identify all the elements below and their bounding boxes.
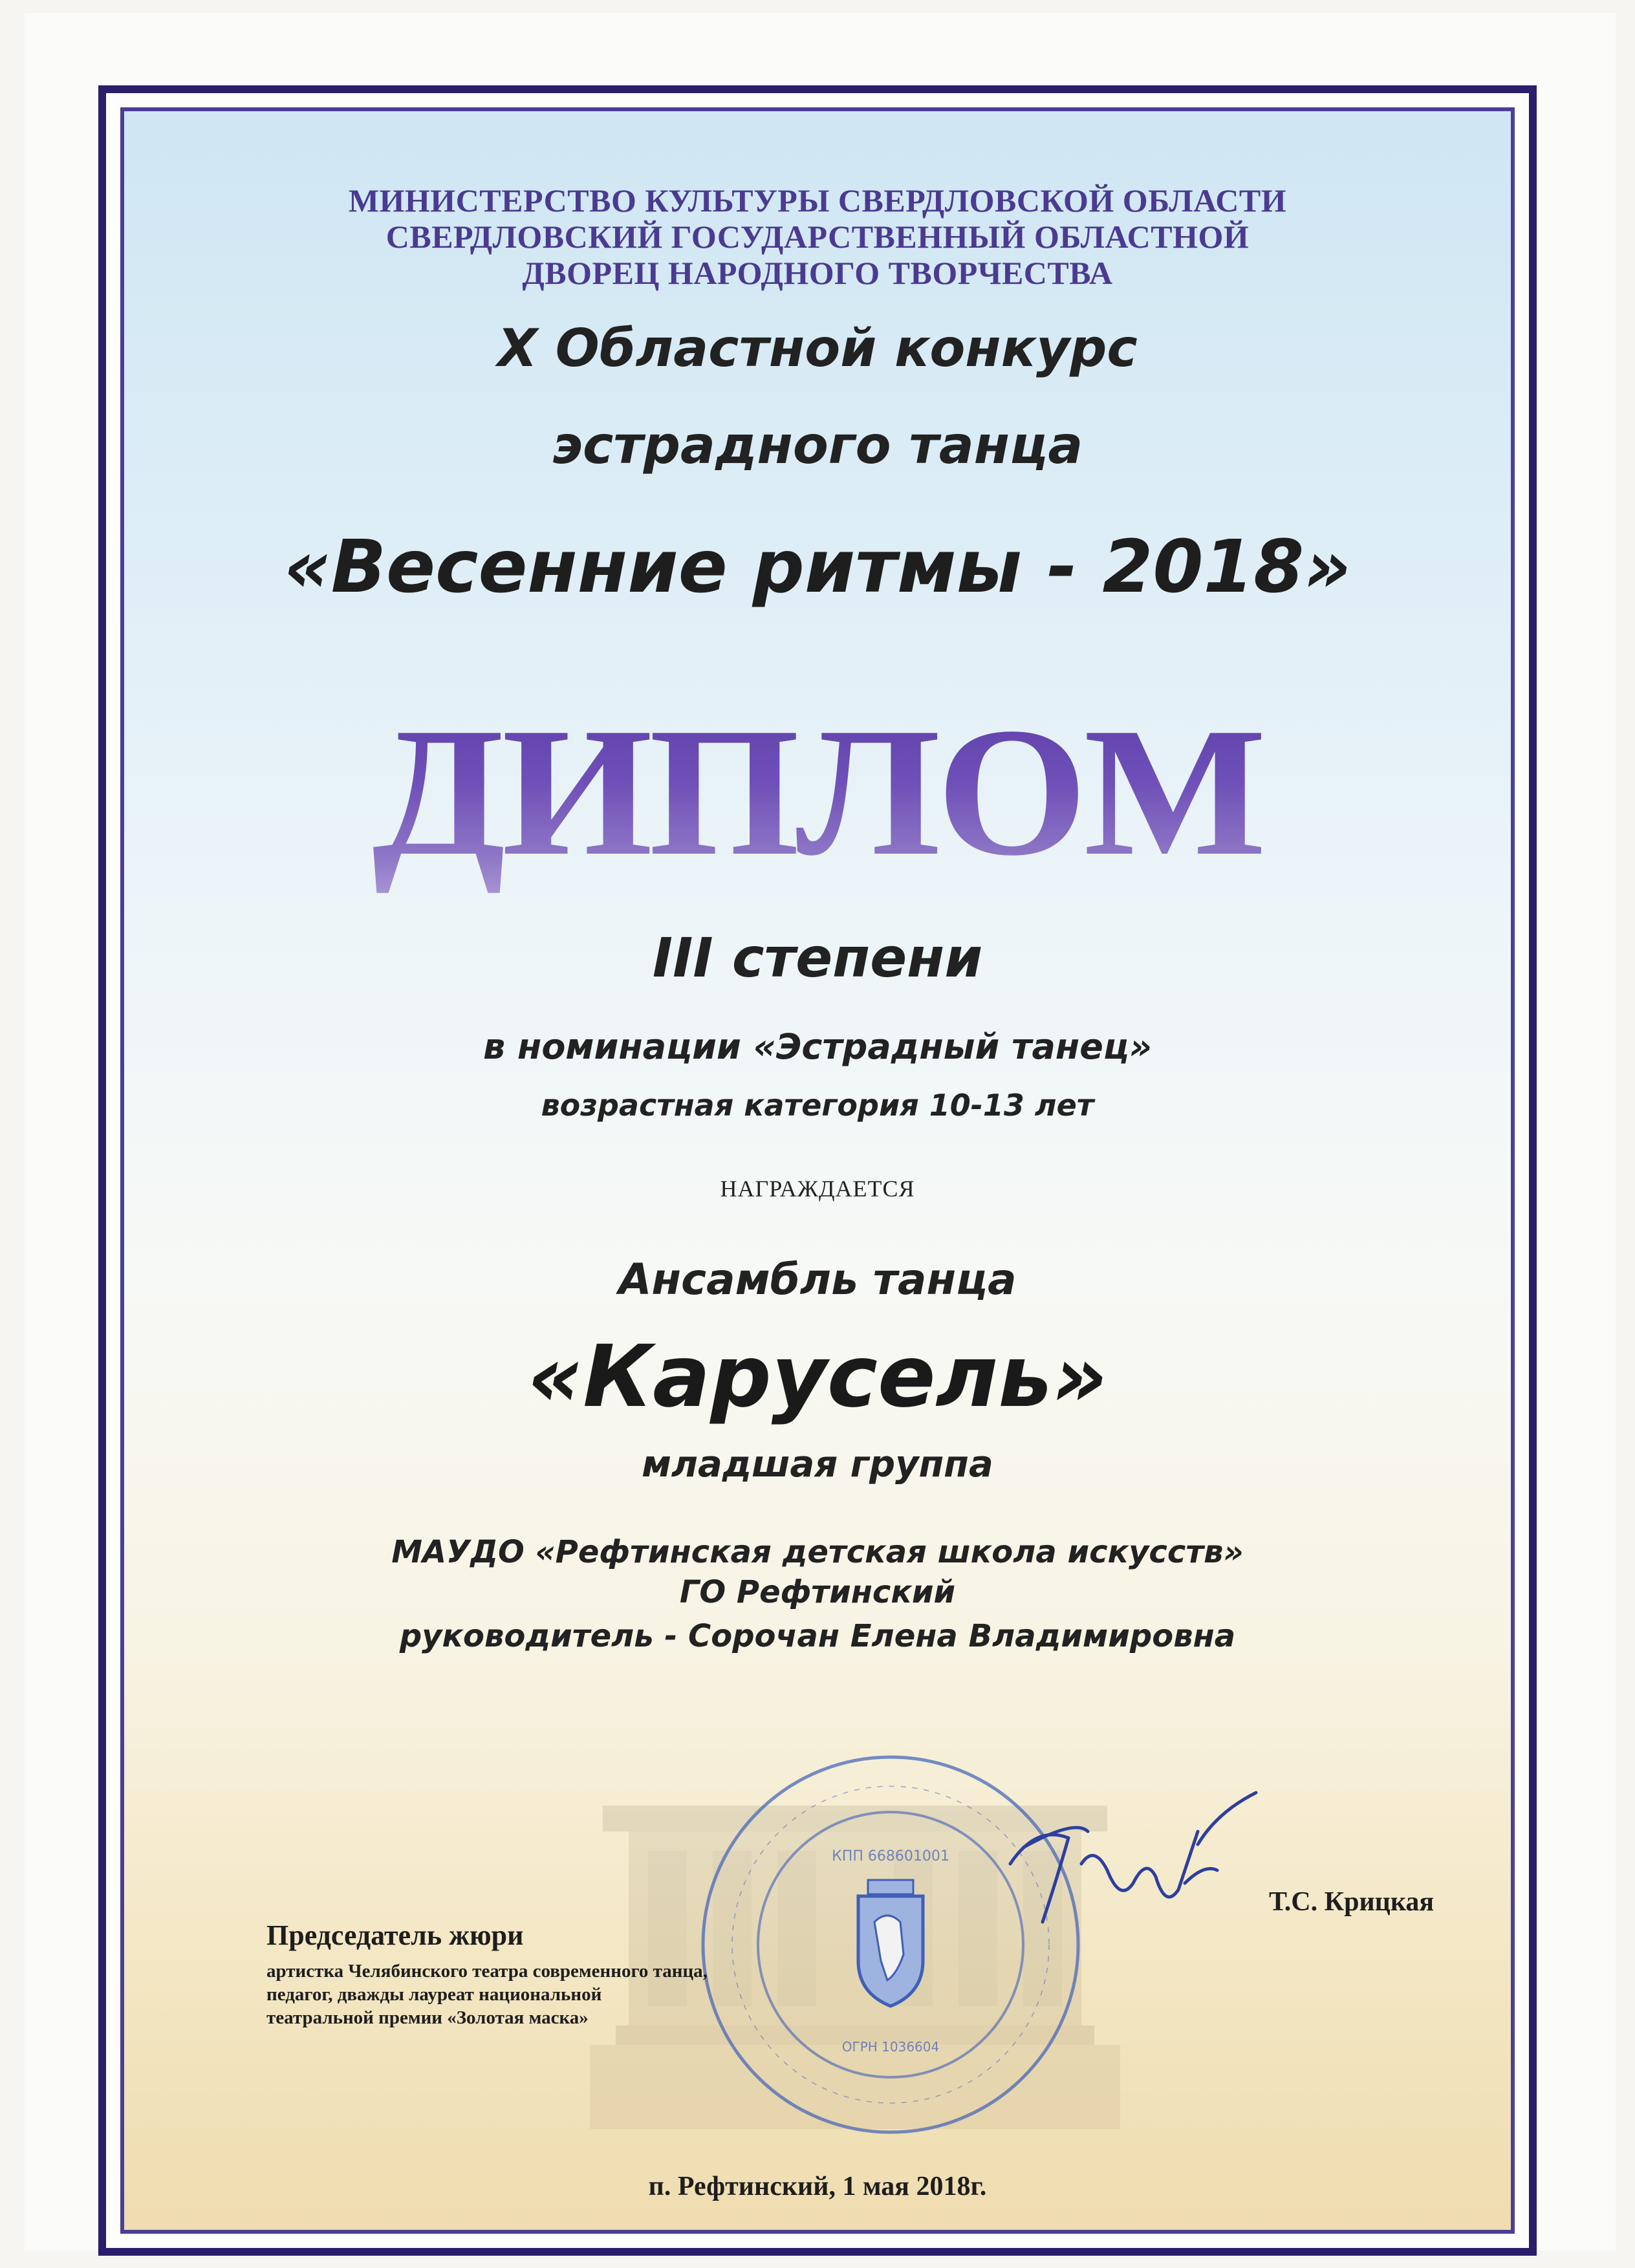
- jury-desc-line-1: артистка Челябинского театра современного танца,: [266, 1961, 708, 1982]
- jury-chair-name: Т.С. Крицкая: [1269, 1887, 1435, 1917]
- ministry-line-1: МИНИСТЕРСТВО КУЛЬТУРЫ СВЕРДЛОВСКОЙ ОБЛАСТИ: [348, 182, 1287, 219]
- school-district: ГО Рефтинский: [679, 1574, 956, 1610]
- contest-name: «Весенние ритмы - 2018»: [283, 525, 1352, 609]
- diploma-degree: III степени: [652, 926, 983, 989]
- ensemble-label: Ансамбль танца: [618, 1255, 1017, 1304]
- svg-text:ОГРН 1036604: ОГРН 1036604: [841, 2039, 940, 2055]
- svg-text:КПП 668601001: КПП 668601001: [832, 1848, 949, 1864]
- contest-title-line-1: X Областной конкурс: [497, 318, 1138, 378]
- jury-chair-description: [266, 1960, 708, 2029]
- ministry-line-3: ДВОРЕЦ НАРОДНОГО ТВОРЧЕСТВА: [522, 255, 1113, 291]
- place-and-date: п. Рефтинский, 1 мая 2018г.: [648, 2172, 987, 2201]
- awarded-label: НАГРАЖДАЕТСЯ: [720, 1176, 915, 1202]
- school-name: МАУДО «Рефтинская детская школа искусств»: [391, 1534, 1244, 1570]
- ensemble-name: «Карусель»: [527, 1327, 1108, 1427]
- nomination: в номинации «Эстрадный танец»: [483, 1026, 1152, 1067]
- jury-desc-line-3: театральной премии «Золотая маска»: [266, 2007, 589, 2028]
- certificate-body: [120, 107, 1515, 2234]
- jury-signature: [984, 1786, 1295, 1948]
- coat-of-arms-icon: [858, 1880, 923, 2006]
- leader-name: руководитель - Сорочан Елена Владимировна: [399, 1618, 1236, 1654]
- certificate-frame: [98, 85, 1537, 2256]
- diploma-heading: ДИПЛОМ: [124, 686, 1511, 898]
- ministry-line-2: СВЕРДЛОВСКИЙ ГОСУДАРСТВЕННЫЙ ОБЛАСТНОЙ: [385, 219, 1250, 255]
- group-label: младшая группа: [642, 1443, 993, 1485]
- jury-desc-line-2: педагог, дважды лауреат национальной: [266, 1984, 602, 2005]
- contest-title-line-2: эстрадного танца: [552, 415, 1083, 475]
- jury-chair-title: Председатель жюри: [266, 1919, 524, 1951]
- age-category: возрастная категория 10-13 лет: [541, 1088, 1094, 1123]
